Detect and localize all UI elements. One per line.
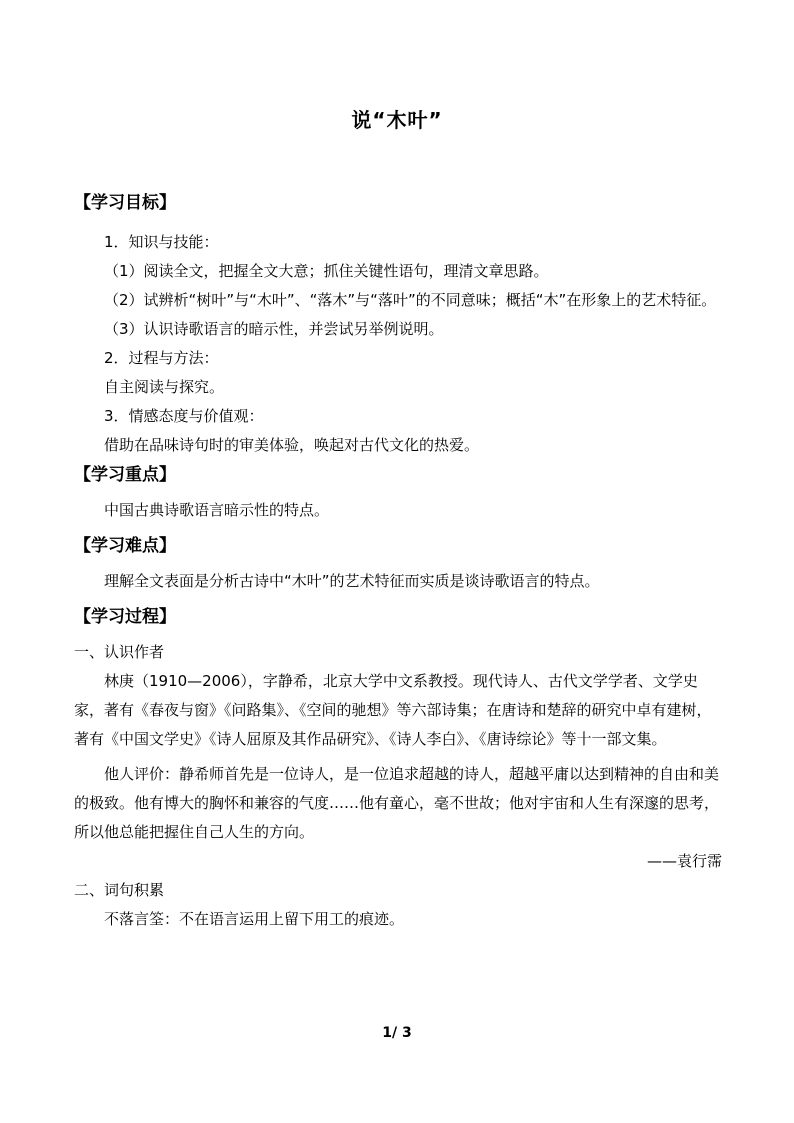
key-points-heading: 【学习重点】 <box>74 465 176 485</box>
objective-item: （2）试辨析“树叶”与“木叶”、“落木”与“落叶”的不同意味；概括“木”在形象上的艺术特征。 <box>104 291 717 309</box>
review-author: ——袁行霈 <box>646 852 722 870</box>
author-intro: 林庚（1910—2006），字静希，北京大学中文系教授。现代诗人、古代文学学者、文学史家，著有《春夜与窗》《问路集》、《空间的驰想》等六部诗集；在唐诗和楚辞的研究中卓有建树，著有《中国文学史》《诗人屈原及其作品研究》、《诗人李白》、《唐诗综论》等十一部文集。 <box>74 672 712 748</box>
key-points-text: 中国古典诗歌语言暗示性的特点。 <box>104 501 330 519</box>
objectives-heading: 【学习目标】 <box>74 193 176 213</box>
document-title: 说“木叶” <box>351 108 443 132</box>
objective-item: 2．过程与方法： <box>104 349 219 367</box>
objective-item: 3．情感态度与价值观： <box>104 407 264 425</box>
part-title: 二、词句积累 <box>74 881 165 899</box>
part-title: 一、认识作者 <box>74 643 165 661</box>
author-review: 他人评价：静希师首先是一位诗人，是一位追求超越的诗人，超越平庸以达到精神的自由和美的极致。他有博大的胸怀和兼容的气度……他有童心，毫不世故；他对宇宙和人生有深邃的思考，所以他总能把握住自己人生的方向。 <box>74 765 720 841</box>
difficulties-heading: 【学习难点】 <box>74 536 176 556</box>
page-number: 1/ 3 <box>382 1025 412 1041</box>
objective-item: （1）阅读全文，把握全文大意；抓住关键性语句，理清文章思路。 <box>104 262 549 280</box>
objective-item: 1．知识与技能： <box>104 233 219 251</box>
objective-item: 自主阅读与探究。 <box>104 378 225 396</box>
process-heading: 【学习过程】 <box>74 607 176 627</box>
document-body <box>74 188 722 934</box>
objective-item: （3）认识诗歌语言的暗示性，并尝试另举例说明。 <box>104 320 444 338</box>
objective-item: 借助在品味诗句时的审美体验，唤起对古代文化的热爱。 <box>104 436 480 454</box>
vocab-item: 不落言筌：不在语言运用上留下用工的痕迹。 <box>104 910 405 928</box>
difficulties-text: 理解全文表面是分析古诗中“木叶”的艺术特征而实质是谈诗歌语言的特点。 <box>104 572 600 590</box>
